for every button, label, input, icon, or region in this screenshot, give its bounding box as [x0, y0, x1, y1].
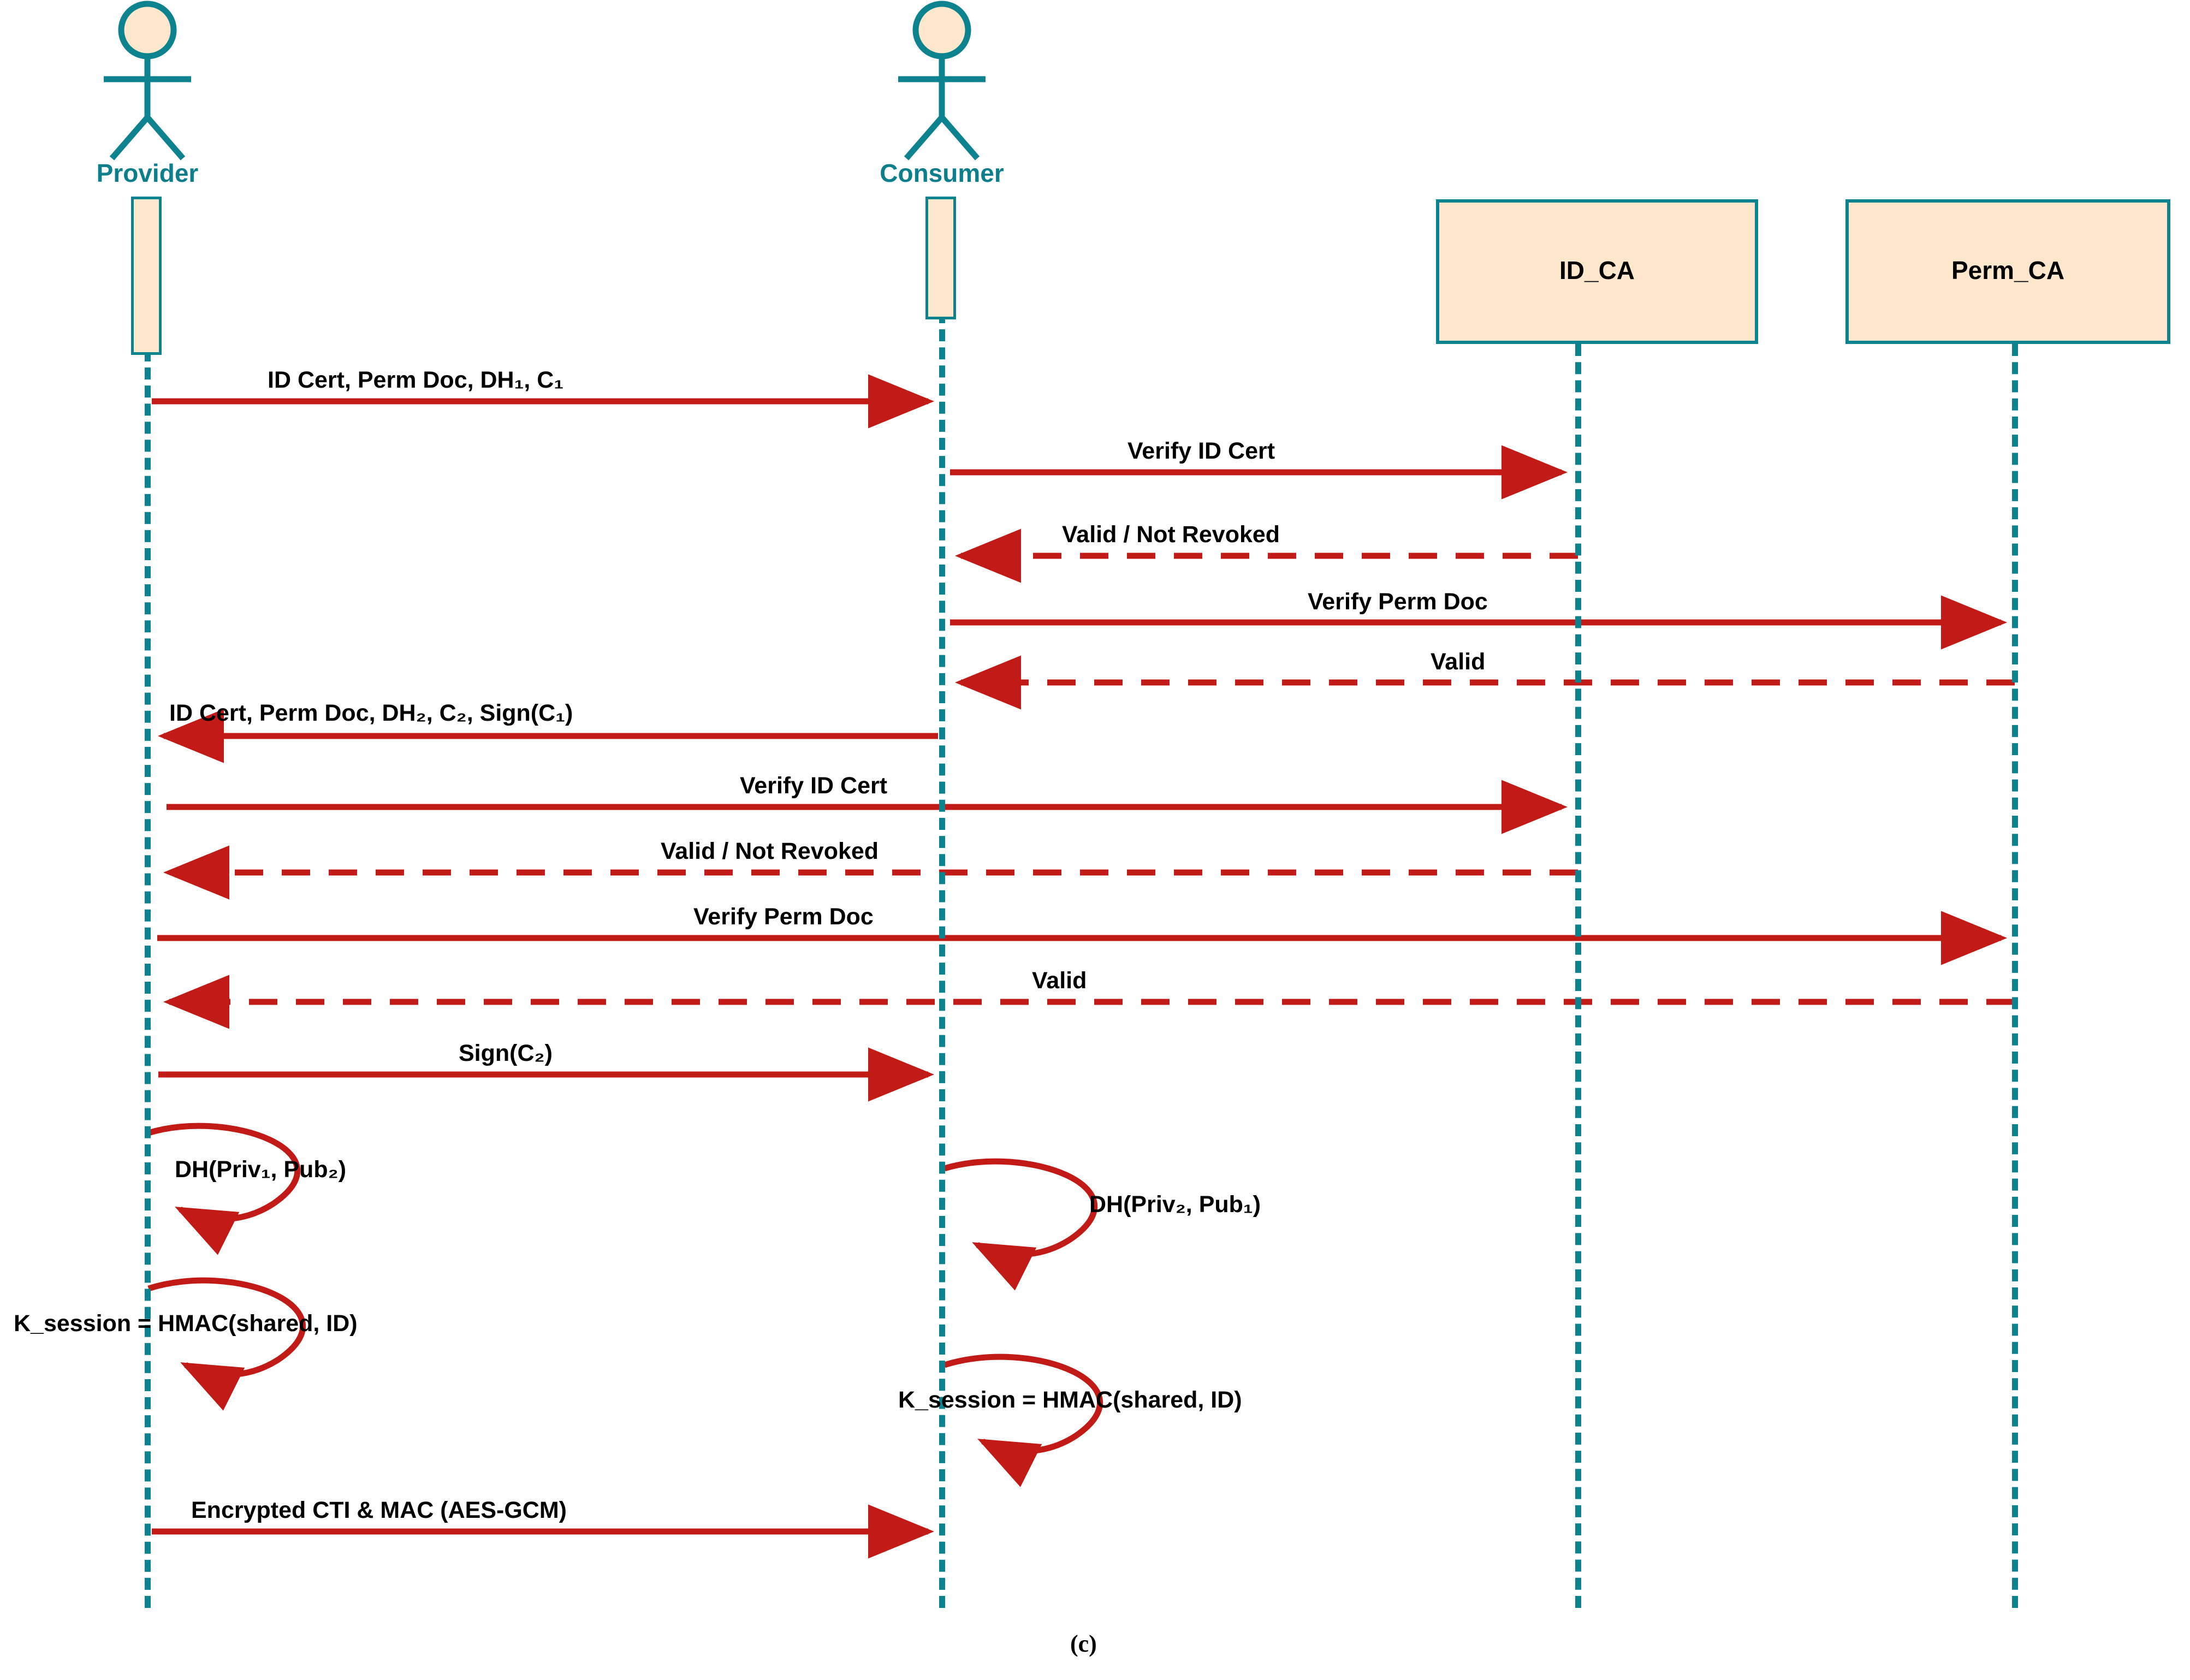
provider-stick-figure — [104, 4, 191, 158]
activation-provider — [131, 197, 162, 355]
box-label-id-ca: ID_CA — [1559, 256, 1635, 284]
message-label-m3: Valid / Not Revoked — [1062, 521, 1280, 548]
message-label-m5: Valid — [1431, 649, 1486, 675]
lifeline-perm-ca — [2012, 344, 2018, 1608]
lifeline-provider — [145, 349, 151, 1608]
message-label-m9: Verify Perm Doc — [693, 904, 874, 930]
message-label-m10: Valid — [1032, 967, 1087, 994]
lifeline-id-ca — [1575, 344, 1581, 1608]
message-label-m13: DH(Priv₂, Pub₁) — [1089, 1191, 1261, 1218]
message-label-m8: Valid / Not Revoked — [661, 838, 879, 864]
message-label-m4: Verify Perm Doc — [1308, 589, 1488, 615]
message-label-m7: Verify ID Cert — [740, 773, 888, 799]
message-label-m1: ID Cert, Perm Doc, DH₁, C₁ — [268, 367, 564, 393]
figure-caption: (c) — [1070, 1630, 1097, 1657]
arrow-m13 — [945, 1161, 1095, 1255]
activation-consumer — [925, 197, 956, 319]
box-label-perm-ca: Perm_CA — [1951, 256, 2065, 284]
actor-label-consumer: Consumer — [880, 159, 1004, 187]
message-label-m6: ID Cert, Perm Doc, DH₂, C₂, Sign(C₁) — [169, 700, 573, 726]
message-label-m16: Encrypted CTI & MAC (AES-GCM) — [191, 1497, 567, 1523]
message-label-m2: Verify ID Cert — [1127, 438, 1275, 464]
actor-label-provider: Provider — [96, 159, 199, 187]
message-label-m12: DH(Priv₁, Pub₂) — [175, 1156, 347, 1183]
message-label-m15: K_session = HMAC(shared, ID) — [898, 1387, 1242, 1413]
message-label-m14: K_session = HMAC(shared, ID) — [14, 1310, 358, 1337]
message-label-m11: Sign(C₂) — [459, 1040, 553, 1066]
consumer-stick-figure — [898, 4, 986, 158]
